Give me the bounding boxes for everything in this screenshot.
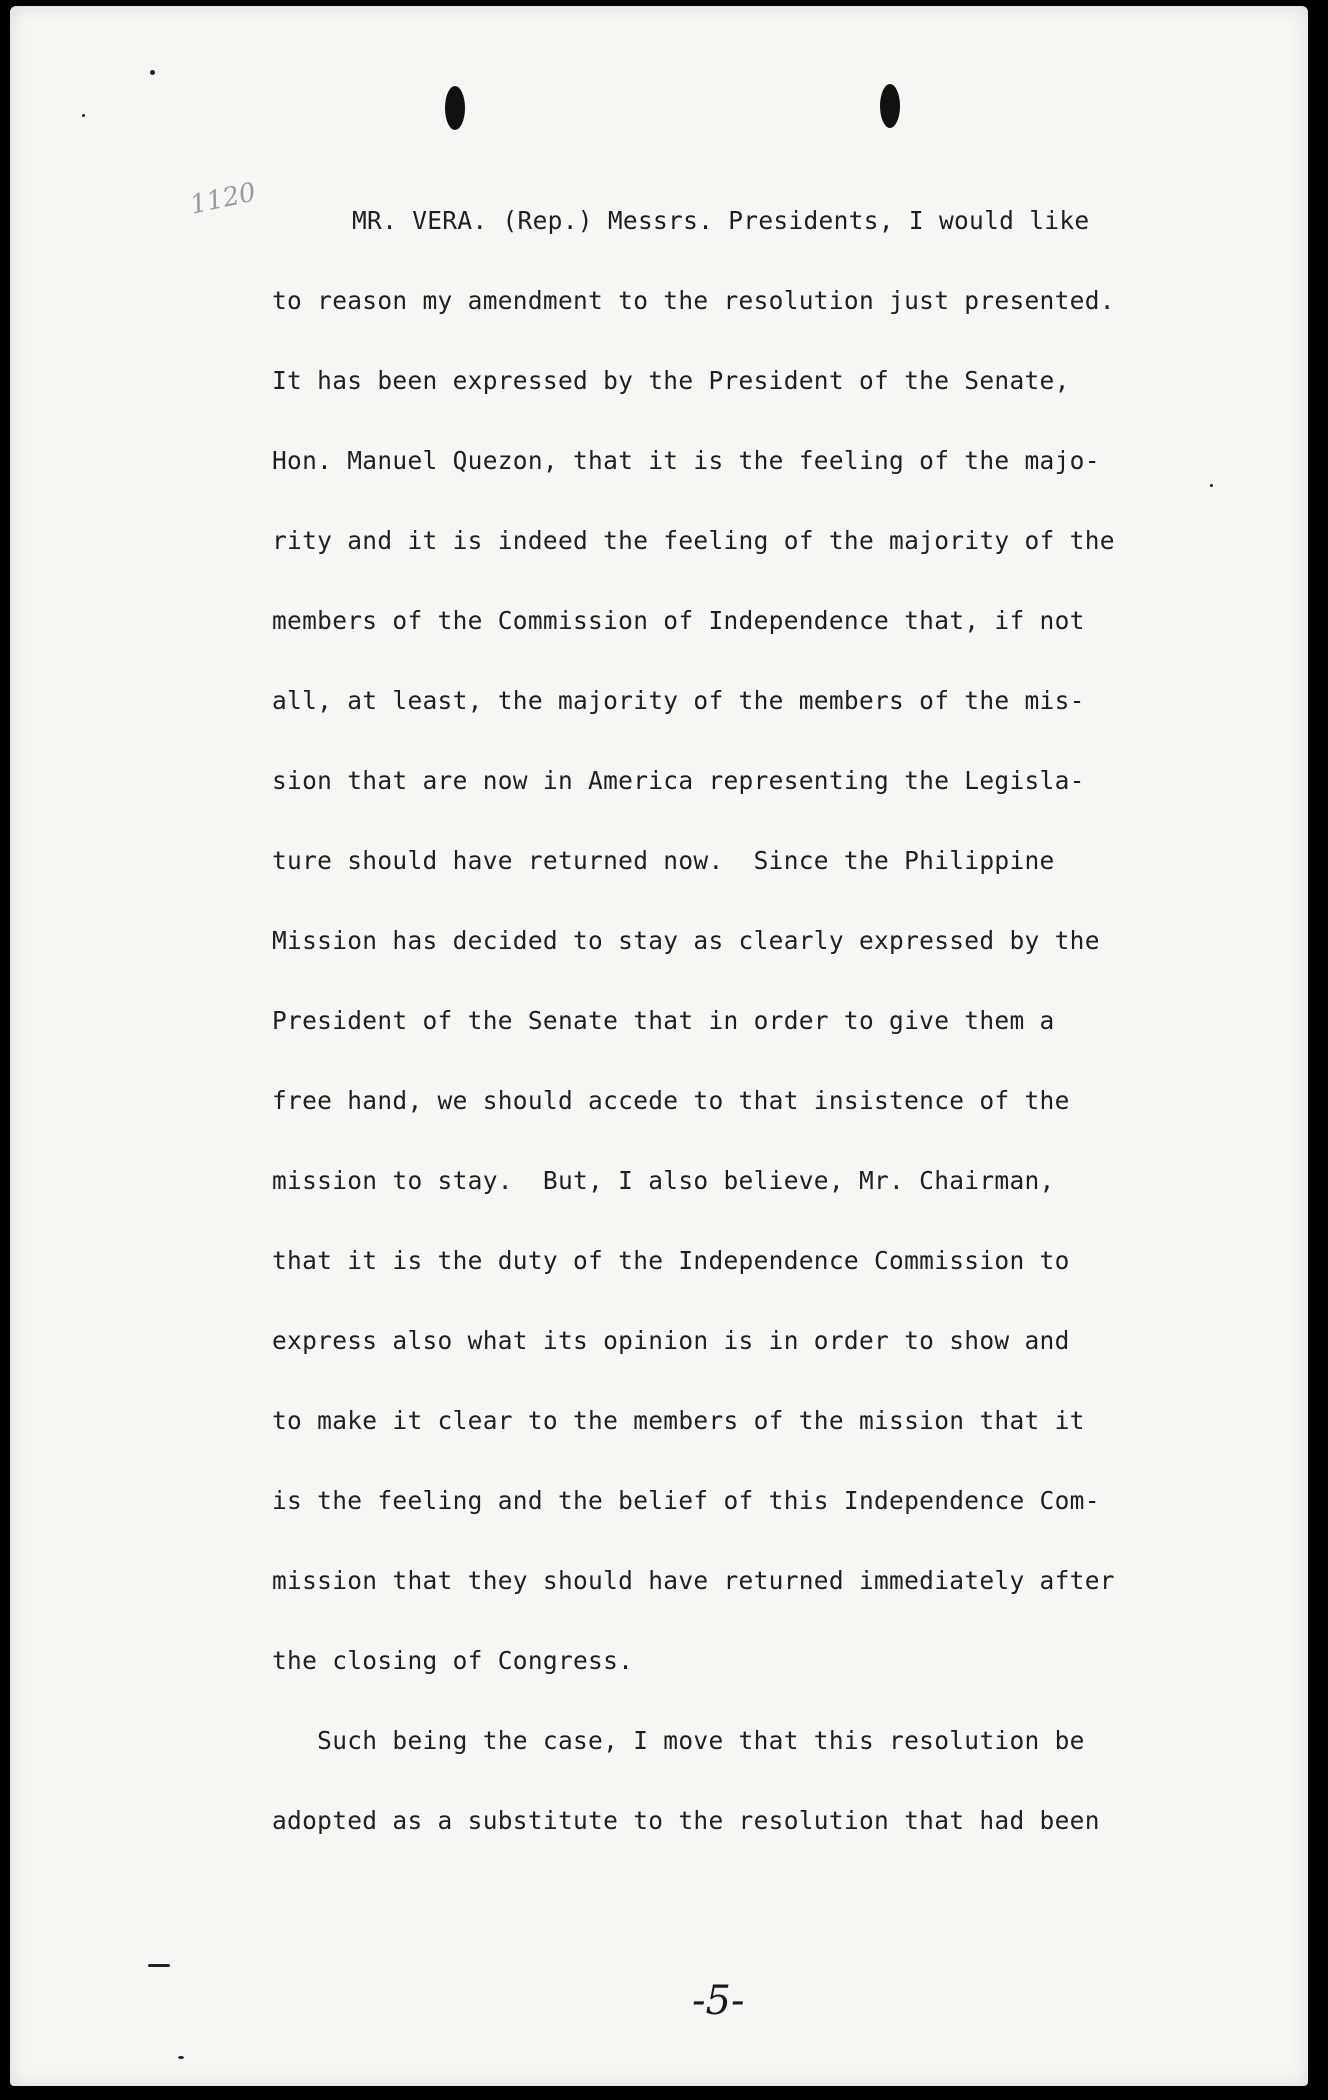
text-line: express also what its opinion is in order to show and: [272, 1326, 1070, 1355]
text-line: the closing of Congress.: [272, 1646, 634, 1675]
ink-speck: [1210, 484, 1213, 487]
text-line: members of the Commission of Independence that, if not: [272, 606, 1085, 635]
page-edge-shadow: [10, 6, 1308, 2086]
text-line: mission that they should have returned immediately after: [272, 1566, 1115, 1595]
text-line: free hand, we should accede to that insistence of the: [272, 1086, 1070, 1115]
ink-speck: [150, 70, 155, 75]
punch-hole-left: [445, 86, 465, 130]
text-line: It has been expressed by the President of the Senate,: [272, 366, 1070, 395]
text-line: adopted as a substitute to the resolution that had been: [272, 1806, 1100, 1835]
ink-speck: [178, 2056, 184, 2059]
document-page: [10, 6, 1308, 2086]
text-line: President of the Senate that in order to give them a: [272, 1006, 1055, 1035]
text-line: Hon. Manuel Quezon, that it is the feeling of the majo-: [272, 446, 1100, 475]
text-line: Mission has decided to stay as clearly expressed by the: [272, 926, 1100, 955]
margin-note: 1120: [187, 177, 259, 221]
punch-hole-right: [880, 84, 900, 128]
text-line: that it is the duty of the Independence Commission to: [272, 1246, 1070, 1275]
text-line: ture should have returned now. Since the Philippine: [272, 846, 1055, 875]
ink-speck: [82, 114, 85, 117]
page-number: -5-: [692, 1978, 745, 2024]
text-line: mission to stay. But, I also believe, Mr. Chairman,: [272, 1166, 1055, 1195]
text-line: to make it clear to the members of the mission that it: [272, 1406, 1085, 1435]
text-line: rity and it is indeed the feeling of the majority of the: [272, 526, 1115, 555]
text-line: sion that are now in America representing the Legisla-: [272, 766, 1085, 795]
text-line: MR. VERA. (Rep.) Messrs. Presidents, I would like: [352, 206, 1090, 235]
text-line: is the feeling and the belief of this Independence Com-: [272, 1486, 1100, 1515]
text-line: Such being the case, I move that this resolution be: [272, 1726, 1085, 1755]
text-line: all, at least, the majority of the members of the mis-: [272, 686, 1085, 715]
ink-dash: [148, 1964, 170, 1967]
text-line: to reason my amendment to the resolution just presented.: [272, 286, 1115, 315]
